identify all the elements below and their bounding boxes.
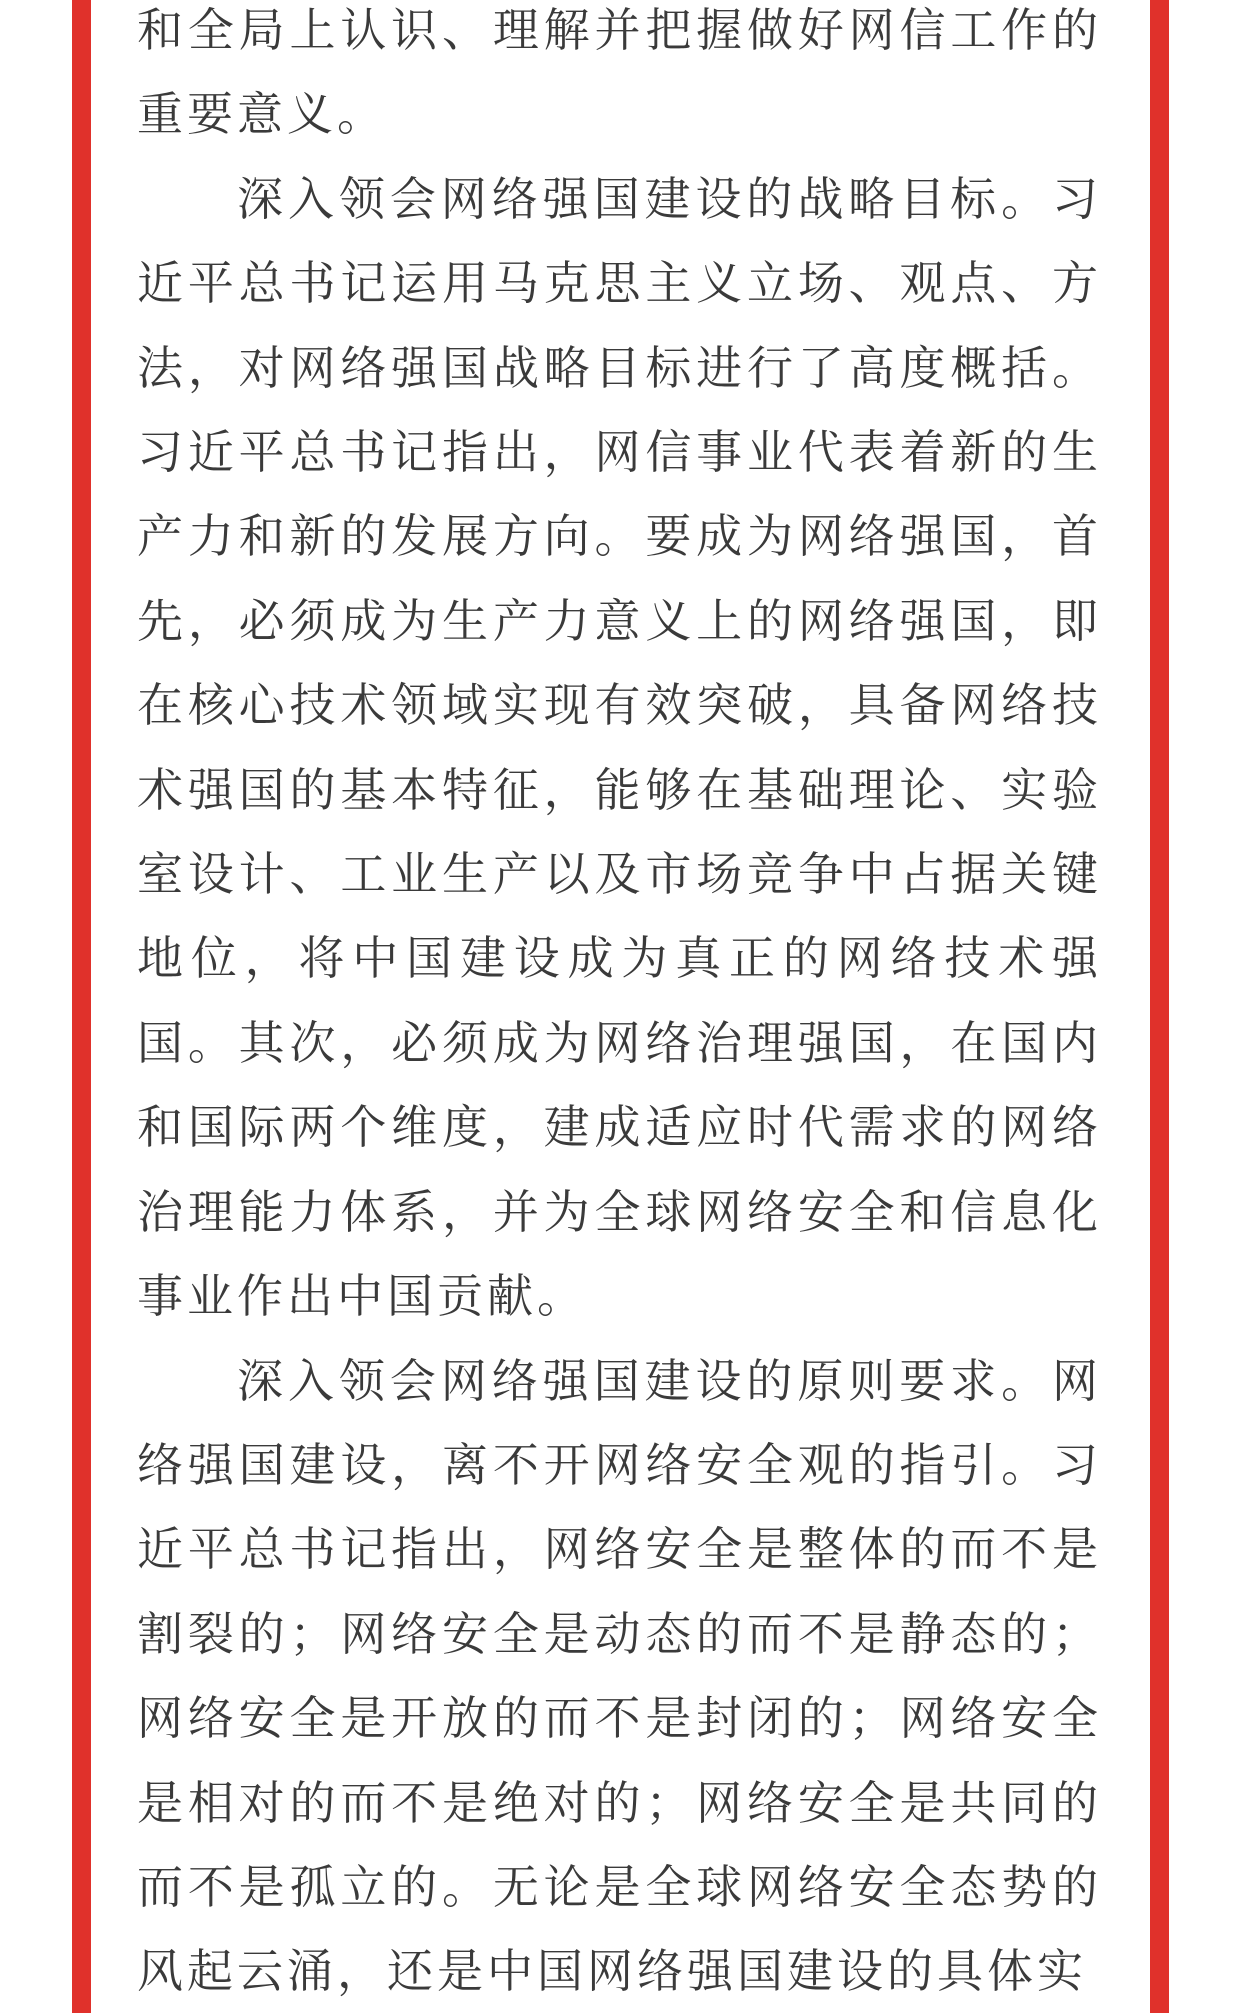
- article-body: [137, 0, 1102, 2014]
- paragraph-strategic-goals: 深入领会网络强国建设的战略目标。习近平总书记运用马克思主义立场、观点、方法，对网络强国战略目标进行了高度概括。习近平总书记指出，网信事业代表着新的生产力和新的发展方向。要成为网络强国，首先，必须成为生产力意义上的网络强国，即在核心技术领域实现有效突破，具备网络技术强国的基本特征，能够在基础理论、实验室设计、工业生产以及市场竞争中占据关键地位，将中国建设成为真正的网络技术强国。其次，必须成为网络治理强国，在国内和国际两个维度，建成适应时代需求的网络治理能力体系，并为全球网络安全和信息化事业作出中国贡献。: [137, 171, 1102, 1324]
- paragraph-principles: 深入领会网络强国建设的原则要求。网络强国建设，离不开网络安全观的指引。习近平总书记指出，网络安全是整体的而不是割裂的；网络安全是动态的而不是静态的；网络安全是开放的而不是封闭的；网络安全是相对的而不是绝对的；网络安全是共同的而不是孤立的。无论是全球网络安全态势的风起云涌，还是中国网络强国建设的具体实: [137, 1353, 1102, 1999]
- left-red-border: [72, 0, 91, 2013]
- paragraph-continued: 和全局上认识、理解并把握做好网信工作的重要意义。: [137, 3, 1102, 142]
- right-red-border: [1150, 0, 1169, 2013]
